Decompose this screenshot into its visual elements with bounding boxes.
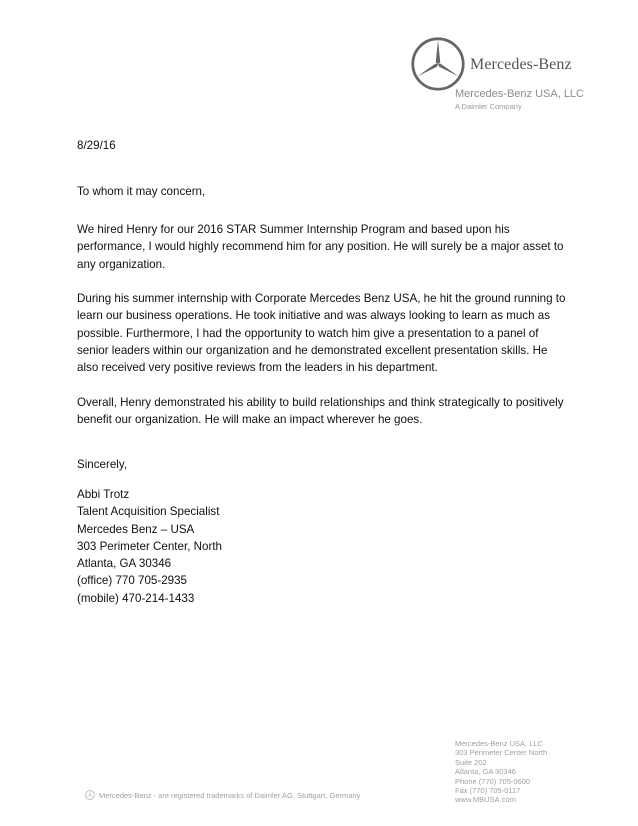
mercedes-star-icon xyxy=(410,36,466,92)
signer-office-phone: (office) 770 705-2935 xyxy=(77,574,188,588)
mercedes-benz-logo xyxy=(410,36,620,96)
footer-address-line: Mercedes-Benz USA, LLC xyxy=(455,739,543,748)
signer-name: Abbi Trotz xyxy=(77,488,130,501)
footer-address-line: Suite 202 xyxy=(455,757,487,767)
body-paragraph: Overall, Henry demonstrated his ability to build relationships and think strategically to positively benefit our organization. He will make an impact wherever he goes. xyxy=(77,395,564,427)
salutation: To whom it may concern, xyxy=(77,185,206,198)
brand-wordmark: Mercedes-Benz xyxy=(470,56,572,73)
letter-body xyxy=(77,221,567,429)
signer-city: Atlanta, GA 30346 xyxy=(77,557,172,571)
footer-address-line: 303 Perimeter Center North xyxy=(455,748,548,758)
footer-address xyxy=(455,739,547,805)
signer-company: Mercedes Benz – USA xyxy=(77,522,195,536)
signer-street: 303 Perimeter Center, North xyxy=(77,539,222,553)
letter-date: 8/29/16 xyxy=(77,139,116,152)
body-paragraph: During his summer internship with Corporate Mercedes Benz USA, he hit the ground running to learn our business operations. He took initiative and was always looking to learn as much as possible. Furthermore, I had the opportunity to watch him give a presentation to a panel of senior leaders within our organization and he demonstrated excellent presentation skills. He also received very positive reviews from the leaders in his department. xyxy=(77,292,566,375)
trademark-text: Mercedes-Benz - are registered trademarks of Daimler AG, Stuttgart, Germany xyxy=(99,791,361,800)
footer-address-line: Phone (770) 705-0600 xyxy=(455,776,531,786)
body-paragraph: We hired Henry for our 2016 STAR Summer Internship Program and based upon his performance, I would highly recommend him for any position. He will surely be a major asset to any organization. xyxy=(77,223,564,271)
footer-address-line: Fax (770) 705-0117 xyxy=(455,786,521,796)
closing: Sincerely, xyxy=(77,458,128,471)
footer-website: www.MBUSA.com xyxy=(455,795,516,805)
footer-address-line: Atlanta, GA 30346 xyxy=(455,767,516,777)
signer-title: Talent Acquisition Specialist xyxy=(77,505,220,519)
signer-mobile-phone: (mobile) 470-214-1433 xyxy=(77,591,195,605)
mercedes-star-small-icon xyxy=(85,790,95,800)
company-subtitle: A Daimler Company xyxy=(455,102,522,111)
footer-trademark xyxy=(85,791,360,800)
company-name: Mercedes-Benz USA, LLC xyxy=(455,88,584,100)
signature-block xyxy=(77,486,567,607)
